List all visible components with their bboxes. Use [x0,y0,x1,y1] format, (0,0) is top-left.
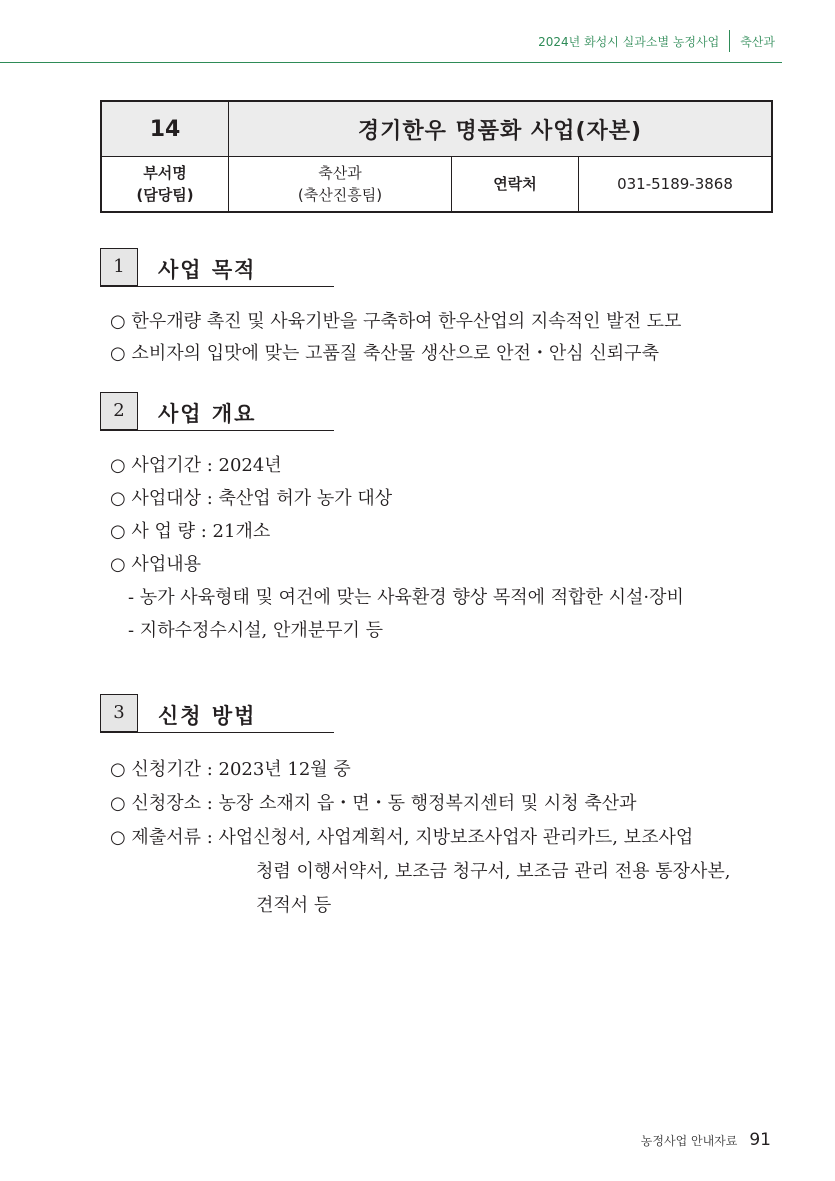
page-footer [641,1130,771,1150]
application-line: ○ 제출서류 : 사업신청서, 사업계획서, 지방보조사업자 관리카드, 보조사업 [110,827,694,848]
application-continuation: 견적서 등 [256,895,332,916]
dept-value [229,157,452,213]
dept-label-line1: 부서명 [143,164,187,182]
section-title: 사업 개요 [158,402,257,426]
project-info-table [100,100,773,213]
section-number: 3 [100,694,138,732]
header-dept: 축산과 [740,34,775,49]
project-number: 14 [101,101,229,157]
overview-line: ○ 사업대상 : 축산업 허가 농가 대상 [110,488,393,509]
contact-value: 031-5189-3868 [579,157,773,213]
application-continuation: 청렴 이행서약서, 보조금 청구서, 보조금 관리 전용 통장사본, [256,861,731,882]
section-number: 2 [100,392,138,430]
overview-line: ○ 사업기간 : 2024년 [110,455,282,476]
project-title: 경기한우 명품화 사업(자본) [229,101,773,157]
application-line: ○ 신청기간 : 2023년 12월 중 [110,759,351,780]
purpose-line: ○ 소비자의 입맛에 맞는 고품질 축산물 생산으로 안전・안심 신뢰구축 [110,343,659,364]
dept-value-line1: 축산과 [318,164,362,182]
running-header [538,30,775,52]
application-line: ○ 신청장소 : 농장 소재지 읍・면・동 행정복지센터 및 시청 축산과 [110,793,637,814]
section-title: 사업 목적 [158,258,257,282]
section-heading-1 [100,248,334,287]
header-rule [0,62,782,63]
overview-line: ○ 사업내용 [110,554,201,575]
overview-subline: - 지하수정수시설, 안개분무기 등 [128,620,384,641]
dept-value-line2: (축산진흥팀) [297,186,383,204]
header-divider [729,30,730,52]
section-title: 신청 방법 [158,704,257,728]
footer-label: 농정사업 안내자료 [640,1134,738,1148]
header-doc-title: 2024년 화성시 실과소별 농정사업 [538,34,720,49]
section-heading-3 [100,694,334,733]
contact-label: 연락처 [452,157,579,213]
purpose-line: ○ 한우개량 촉진 및 사육기반을 구축하여 한우산업의 지속적인 발전 도모 [110,311,682,332]
section-number: 1 [100,248,138,286]
page-number: 91 [749,1130,771,1150]
section-heading-2 [100,392,334,431]
overview-line: ○ 사 업 량 : 21개소 [110,521,271,542]
dept-label [101,157,229,213]
dept-label-line2: (담당팀) [136,186,194,204]
overview-subline: - 농가 사육형태 및 여건에 맞는 사육환경 향상 목적에 적합한 시설·장비 [128,587,684,608]
